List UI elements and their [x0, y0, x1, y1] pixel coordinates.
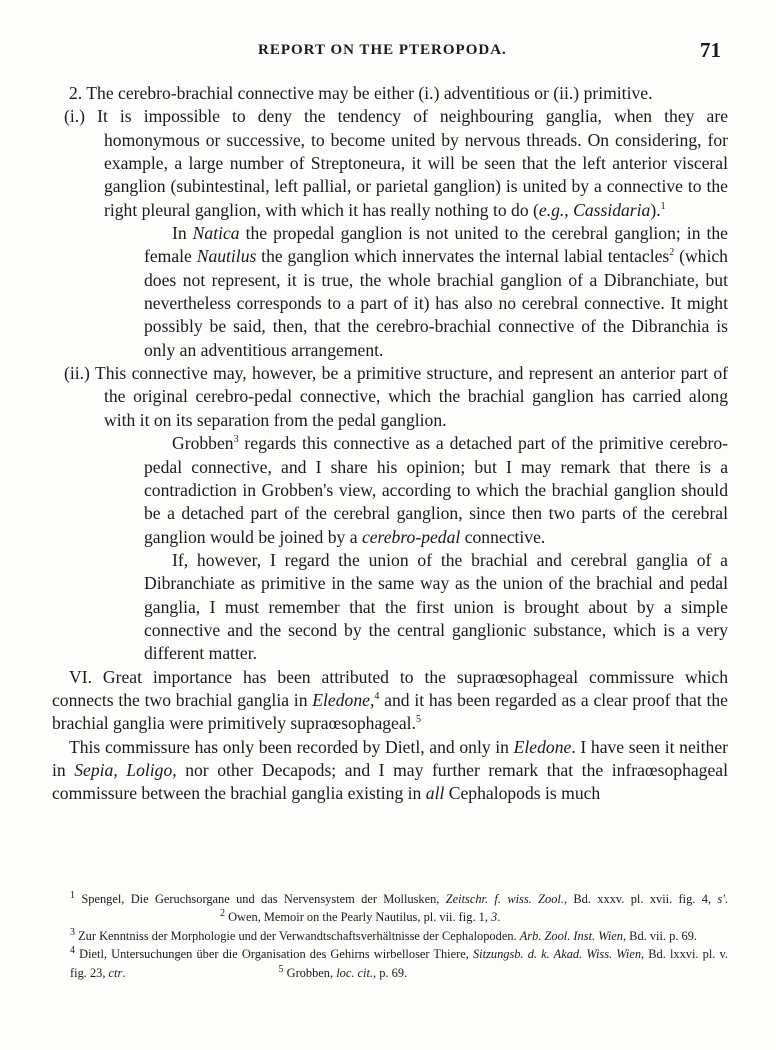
label-ii: (ii.) [64, 363, 90, 384]
paragraph-ii: (ii.) This connective may, however, be a primitive structure, and represent an anterior part of the original cerebro-pedal connective, which the brachial ganglion has carried along with it on its separation from the pedal ganglion. [64, 363, 728, 430]
paragraph-this-commissure: This commissure has only been recorded by Dietl, and only in Eledone. I have seen it neither in Sepia, Loligo, nor other Decapods; and I may further remark that the infraœsophageal commissure between the brachial ganglia existing in all Cephalopods is much [52, 736, 728, 804]
footnote-ref-3[interactable]: 3 [233, 434, 239, 446]
footnote-3: $^3$ Zur Kenntniss der Morphologie und der Verwandtschaftsverhältnisse der Cephalopoden. Arb. Zool. Inst. Wien, Bd. vii. p. 69. [70, 926, 697, 943]
label-i: (i.) [64, 106, 86, 127]
paragraph-2: 2. The cerebro-brachial connective may be either (i.) adventitious or (ii.) primitive. [69, 83, 653, 103]
footnote-4-and-5: $^4$ Dietl, Untersuchungen über die Organisation des Gehirns wirbelloser Thiere, Sitzungsb. d. k. Akad. Wiss. Wien, Bd. lxxvi. pl. v. fig. 23, ctr. $^5$ Grobben, loc. cit., p. 69. [70, 945, 728, 980]
paragraph-natica: In Natica the propedal ganglion is not united to the cerebral ganglion; in the female Nautilus the ganglion which innervates the internal labial tentacles$^2$ (which does not represent, it is true, the whole brachial ganglion of a Dibranchiate, but nevertheless corresponds to a part of it) has also no cerebral connective. It might possibly be said, then, that the cerebro-brachial connective of the Dibranchia is only an adventitious arrangement. [144, 223, 728, 360]
footnote-ref-5[interactable]: 5 [415, 714, 421, 726]
footnote-ref-4[interactable]: 4 [374, 691, 380, 703]
footnote-ref-1[interactable]: 1 [660, 200, 666, 212]
footnotes [52, 890, 728, 982]
footnote-ref-2[interactable]: 2 [669, 247, 675, 259]
main-text [52, 82, 728, 806]
page-number: 71 [700, 38, 721, 62]
paragraph-if-however: If, however, I regard the union of the brachial and cerebral ganglia of a Dibranchiate as primitive in the same way as the union of the brachial and pedal ganglia, I must remember that the first union is brought about by a simple connective and the second by the central ganglionic substance, which is a very different matter. [144, 549, 728, 664]
footnote-1-and-2: $^1$ Spengel, Die Geruchsorgane und das Nervensystem der Mollusken, Zeitschr. f. wiss. Zool., Bd. xxxv. pl. xvii. fig. 4, s'. $^2$ Owen, Memoir on the Pearly Nautilus, pl. vii. fig. 1, 3. [70, 889, 728, 925]
running-header: REPORT ON THE PTEROPODA. [258, 42, 507, 58]
section-vi: VI. Great importance has been attributed to the supraœsophageal commissure which connects the two brachial ganglia in Eledone,$^4$ and it has been regarded as a clear proof that the brachial ganglia were primitively supraœsophageal.$^5$ [52, 666, 728, 734]
paragraph-i: (i.) It is impossible to deny the tendency of neighbouring ganglia, when they are homonymous or successive, to become united by nervous threads. On considering, for example, a large number of Streptoneura, it will be seen that the left anterior visceral ganglion (subintestinal, left pallial, or parietal ganglion) is united by a connective to the right pleural ganglion, with which it has really nothing to do (e.g., Cassidaria).$^1$ [64, 106, 729, 220]
paragraph-grobben: Grobben$^3$ regards this connective as a detached part of the primitive cerebro-pedal connective, and I share his opinion; but I may remark that there is a contradiction in Grobben's view, according to which the brachial ganglion should be a detached part of the cerebral ganglion, since then two parts of the cerebral ganglion would be joined by a cerebro-pedal connective. [144, 433, 728, 547]
